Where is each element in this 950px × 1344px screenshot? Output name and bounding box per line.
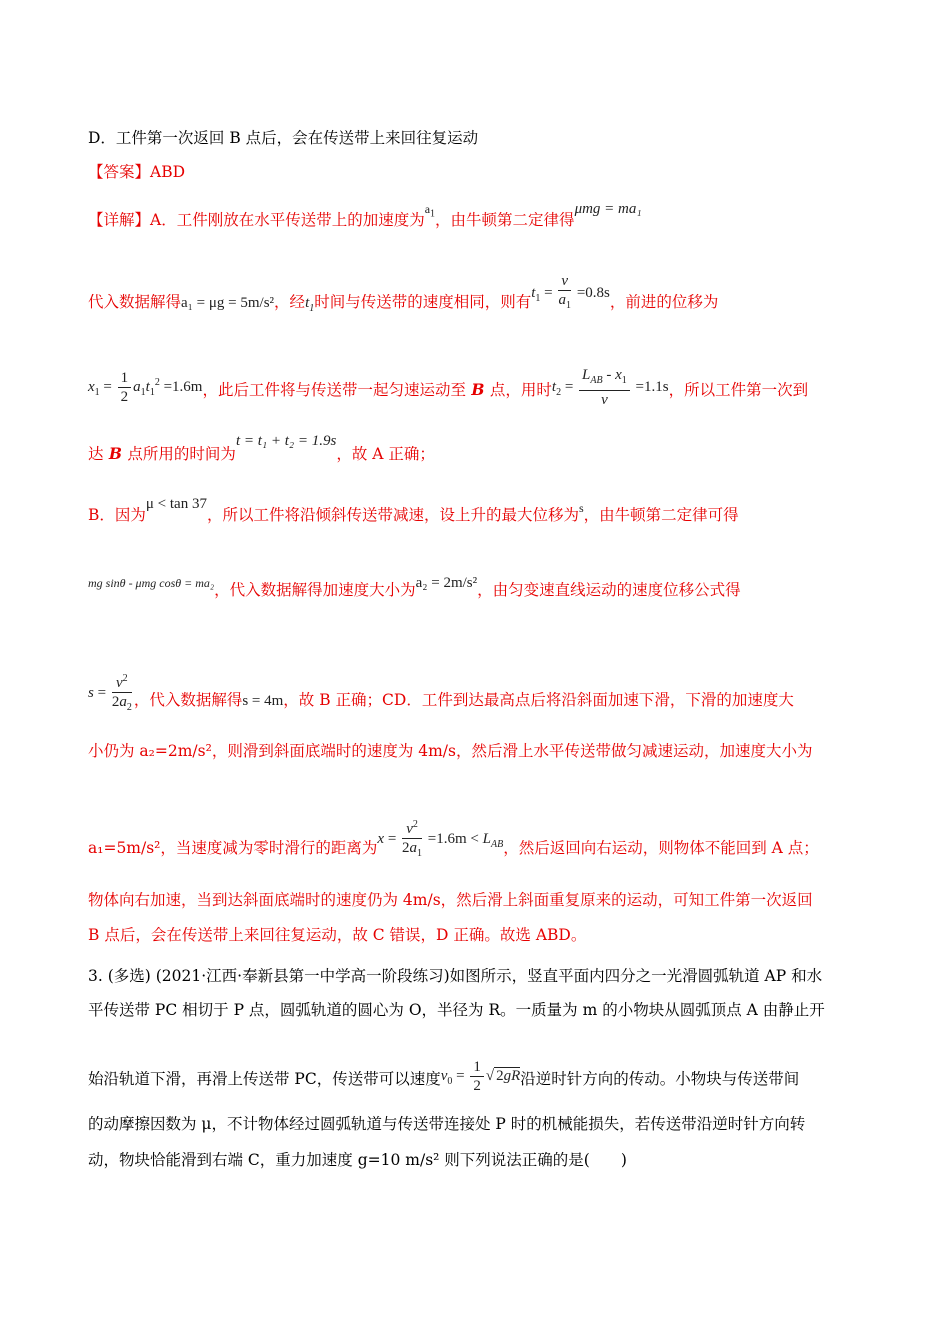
detail-line-7: s = $\frac{v^2}{2a_2}$ ，代入数据解得s = 4m，故 B 正确；CD．工件到达最高点后将沿斜面加速下滑，下滑的加速度大 [88,678,794,725]
answer-value: ABD [150,163,186,181]
detail-line-9: a₁=5m/s²，当速度减为零时滑行的距离为x = $\frac{v^2}{2a_1}$ $=1.6m < L_{AB}$，然后返回向右运动，则物体不能回到 A 点； [88,826,819,873]
option-d: D．工件第一次返回 B 点后，会在传送带上来回往复运动 [88,129,479,147]
question-3-line-2: 平传送带 PC 相切于 P 点，圆弧轨道的圆心为 O，半径为 R。一质量为 m 的小物块从圆弧顶点 A 由静止开 [88,1001,825,1019]
answer-label: 【答案】 [88,163,151,181]
question-3-line-1: 3. (多选) (2021·江西·奉新县第一中学高一阶段练习)如图所示，竖直平面内四分之一光滑圆弧轨道 AP 和水 [88,967,823,985]
detail-line-1: 【详解】A．工件刚放在水平传送带上的加速度为$^{a_1}$，由牛顿第二定律得μmg = ma₁ [88,201,642,229]
question-3-line-4: 的动摩擦因数为 μ，不计物体经过圆弧轨道与传送带连接处 P 时的机械能损失，若传送带沿逆时针方向转 [88,1115,806,1133]
detail-line-6: $^{mg sin\theta - \mu mg cos\theta = ma_2}$，代入数据解得加速度大小为a₂ = 2m/s²，由匀变速直线运动的速度位移公式得 [88,575,741,599]
detail-line-2: 代入数据解得a₁ = μg = 5m/s²，经$t_1$时间与传送带的速度相同，则有$t_1$ = $\frac{v}{a_1}$ =0.8s，前进的位移为 [88,273,719,314]
detail-line-5: B．因为μ < tan 37，所以工件将沿倾斜传送带减速，设上升的最大位移为$^s$，由牛顿第二定律可得 [88,496,739,524]
detail-line-10: 物体向右加速，当到达斜面底端时的速度仍为 4m/s，然后滑上斜面重复原来的运动，可知工件第一次返回 [88,891,813,909]
detail-line-11: B 点后，会在传送带上来回往复运动，故 C 错误，D 正确。故选 ABD。 [88,926,587,944]
detail-line-8: 小仍为 a₂=2m/s²，则滑到斜面底端时的速度为 4m/s，然后滑上水平传送带做匀减速运动，加速度大小为 [88,742,813,760]
detail-line-4: 达 B 点所用的时间为t = t₁ + t₂ = 1.9s，故 A 正确； [88,433,435,463]
detail-label: 【详解】 [88,211,151,229]
detail-line-3: $x_1$ = $\frac{1}{2}$ $a_1t_1^2 =1.6m$，此后工件将与传送带一起匀速运动至 B 点，用时$t_2$ = $\frac{L_{AB} - x_1}{v}$ =1.1s，所以工件第一次到 [88,367,809,408]
answer-line [88,162,185,182]
question-3-line-3: 始沿轨道下滑，再滑上传送带 PC，传送带可以速度$v_0$ = $\frac{1}{2}$ √ 2gR沿逆时针方向的传动。小物块与传送带间 [88,1059,800,1094]
question-3-line-5: 动，物块恰能滑到右端 C，重力加速度 g=10 m/s² 则下列说法正确的是( ) [88,1151,627,1169]
